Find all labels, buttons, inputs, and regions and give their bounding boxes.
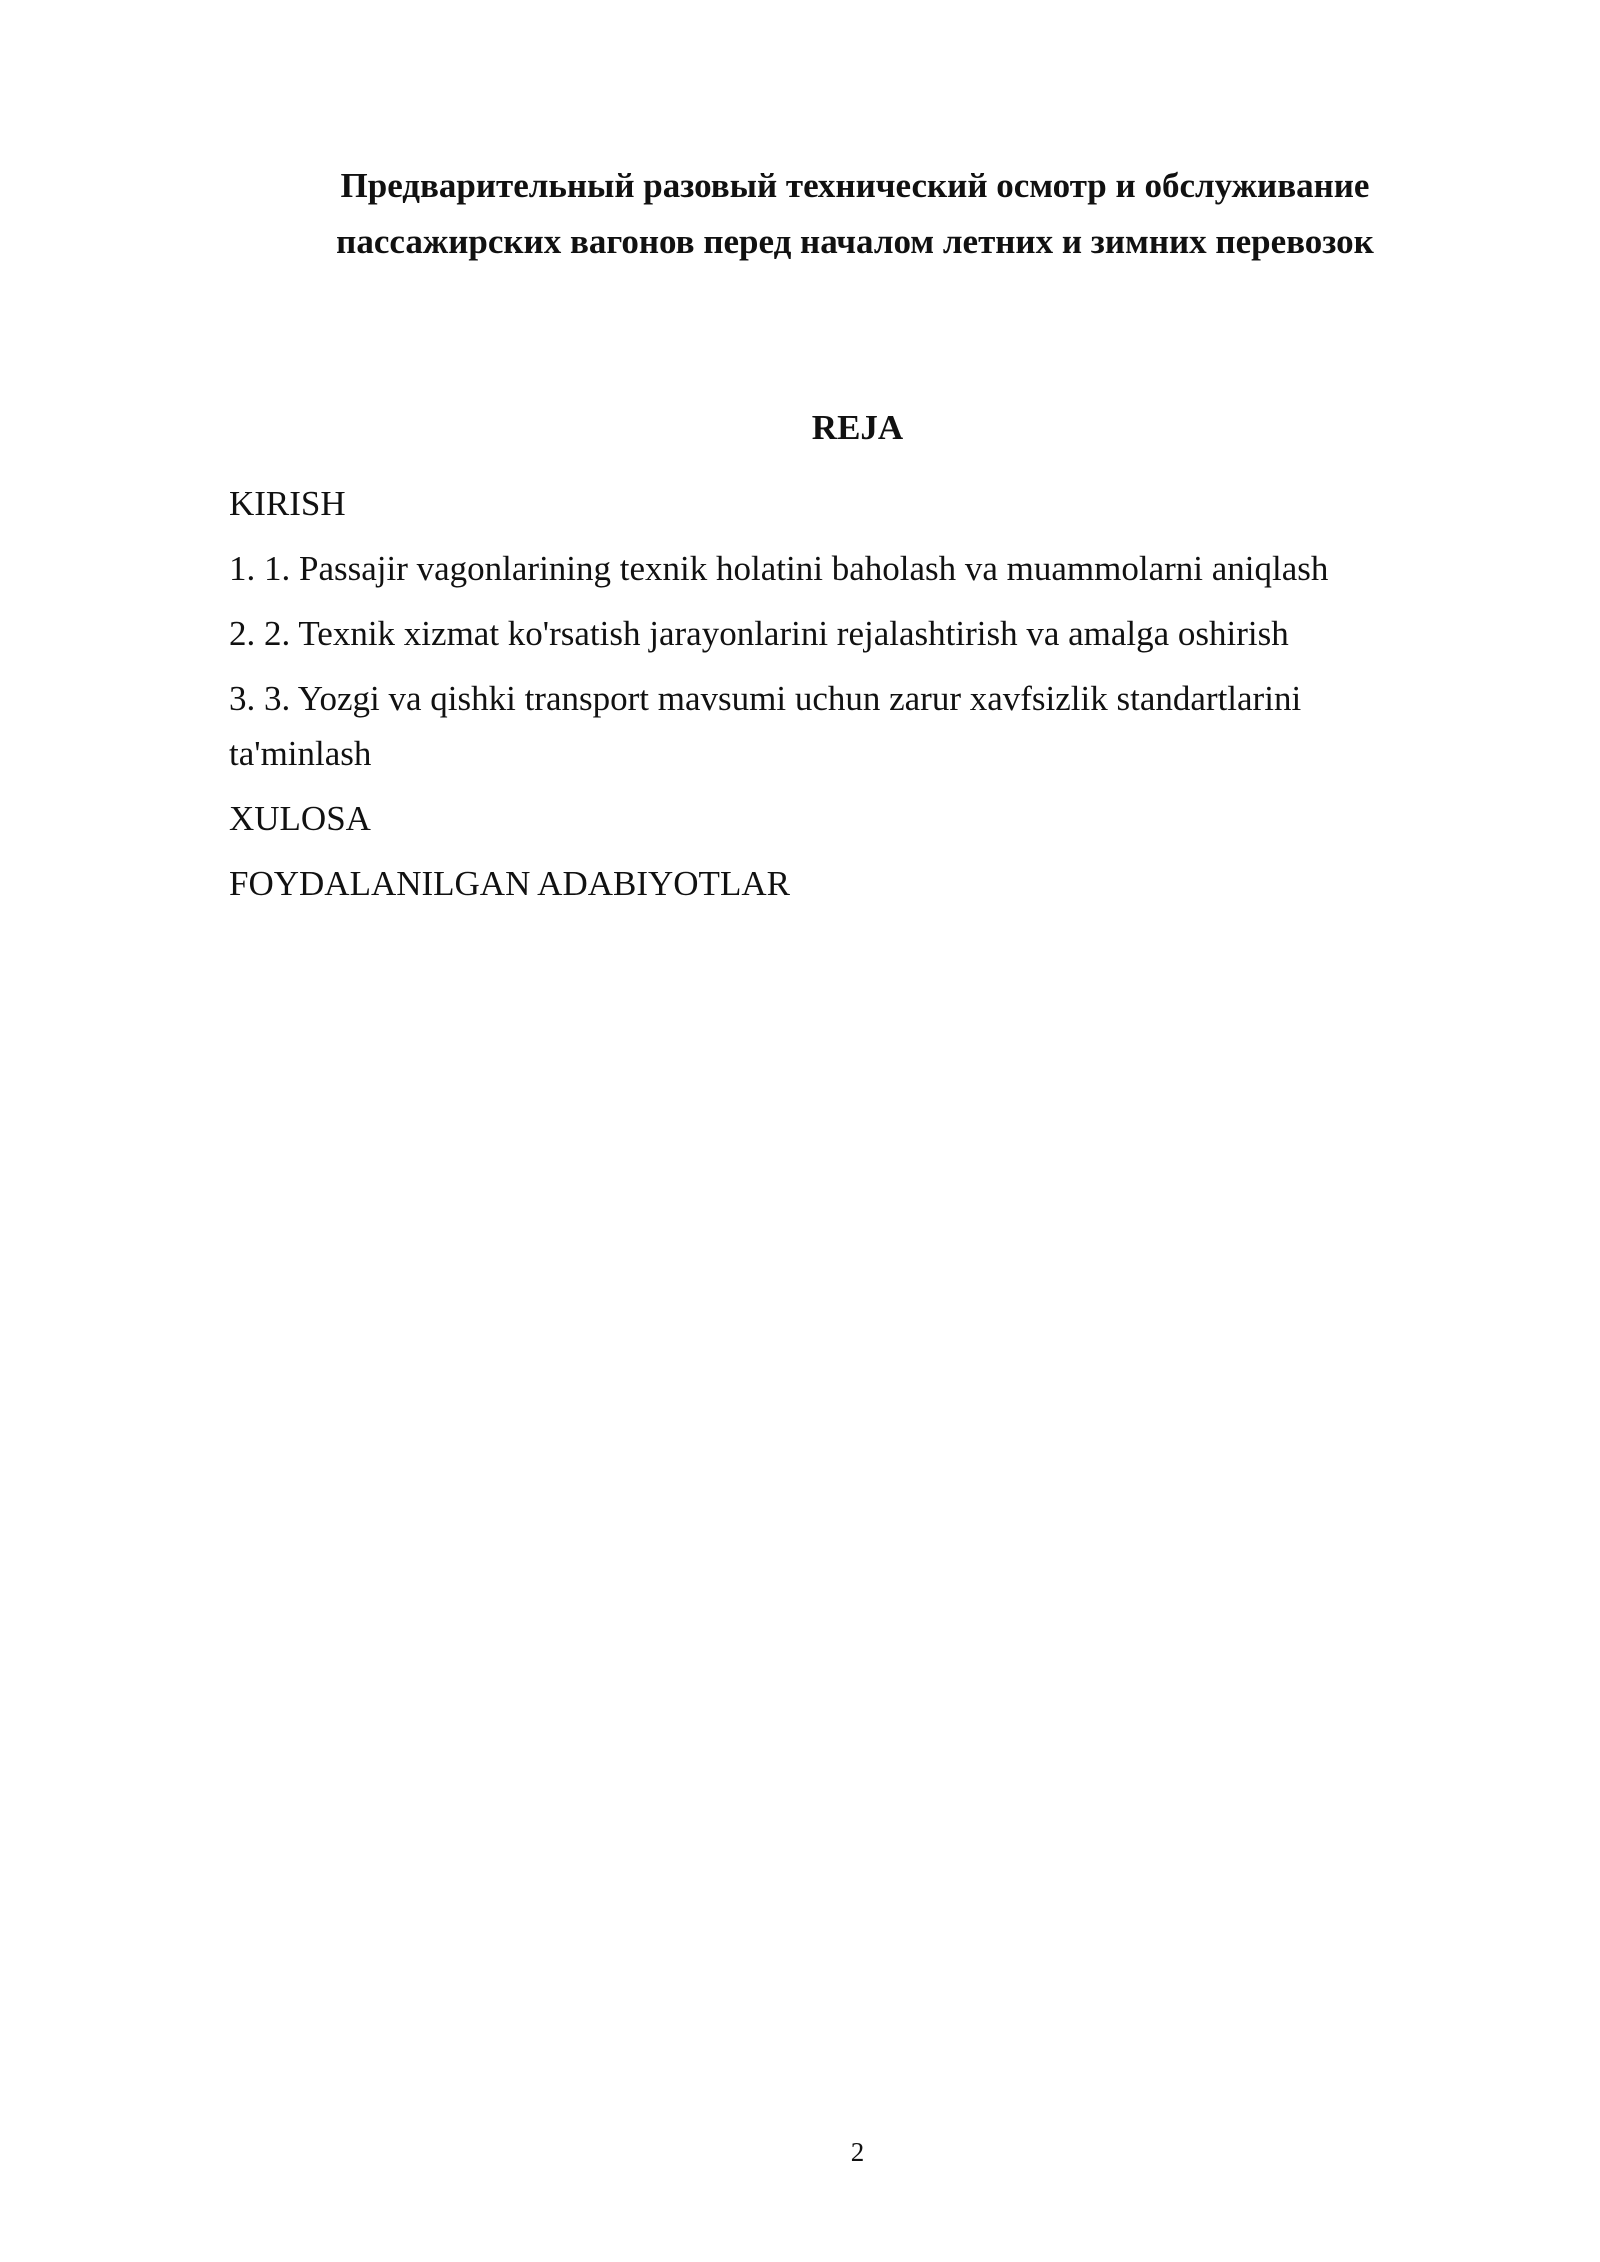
page-number: 2 <box>850 2137 865 2167</box>
toc-item-3: 3. 3. Yozgi va qishki transport mavsumi uchun zarur xavfsizlik standartlarini ta'minlash <box>229 679 1302 773</box>
toc-item-1: 1. 1. Passajir vagonlarining texnik holatini baholash va muammolarni aniqlash <box>229 549 1329 588</box>
plan-heading: REJA <box>811 408 904 447</box>
table-of-contents <box>229 476 1429 921</box>
toc-item-introduction: KIRISH <box>229 484 346 523</box>
document-title-line-2: пассажирских вагонов перед началом летних и зимних перевозок <box>336 222 1374 261</box>
toc-item-references: FOYDALANILGAN ADABIYOTLAR <box>229 864 790 903</box>
document-title <box>290 158 1420 270</box>
toc-item-2: 2. 2. Texnik xizmat ko'rsatish jarayonlarini rejalashtirish va amalga oshirish <box>229 614 1289 653</box>
toc-item-conclusion: XULOSA <box>229 799 371 838</box>
document-title-line-1: Предварительный разовый технический осмотр и обслуживание <box>340 166 1370 205</box>
